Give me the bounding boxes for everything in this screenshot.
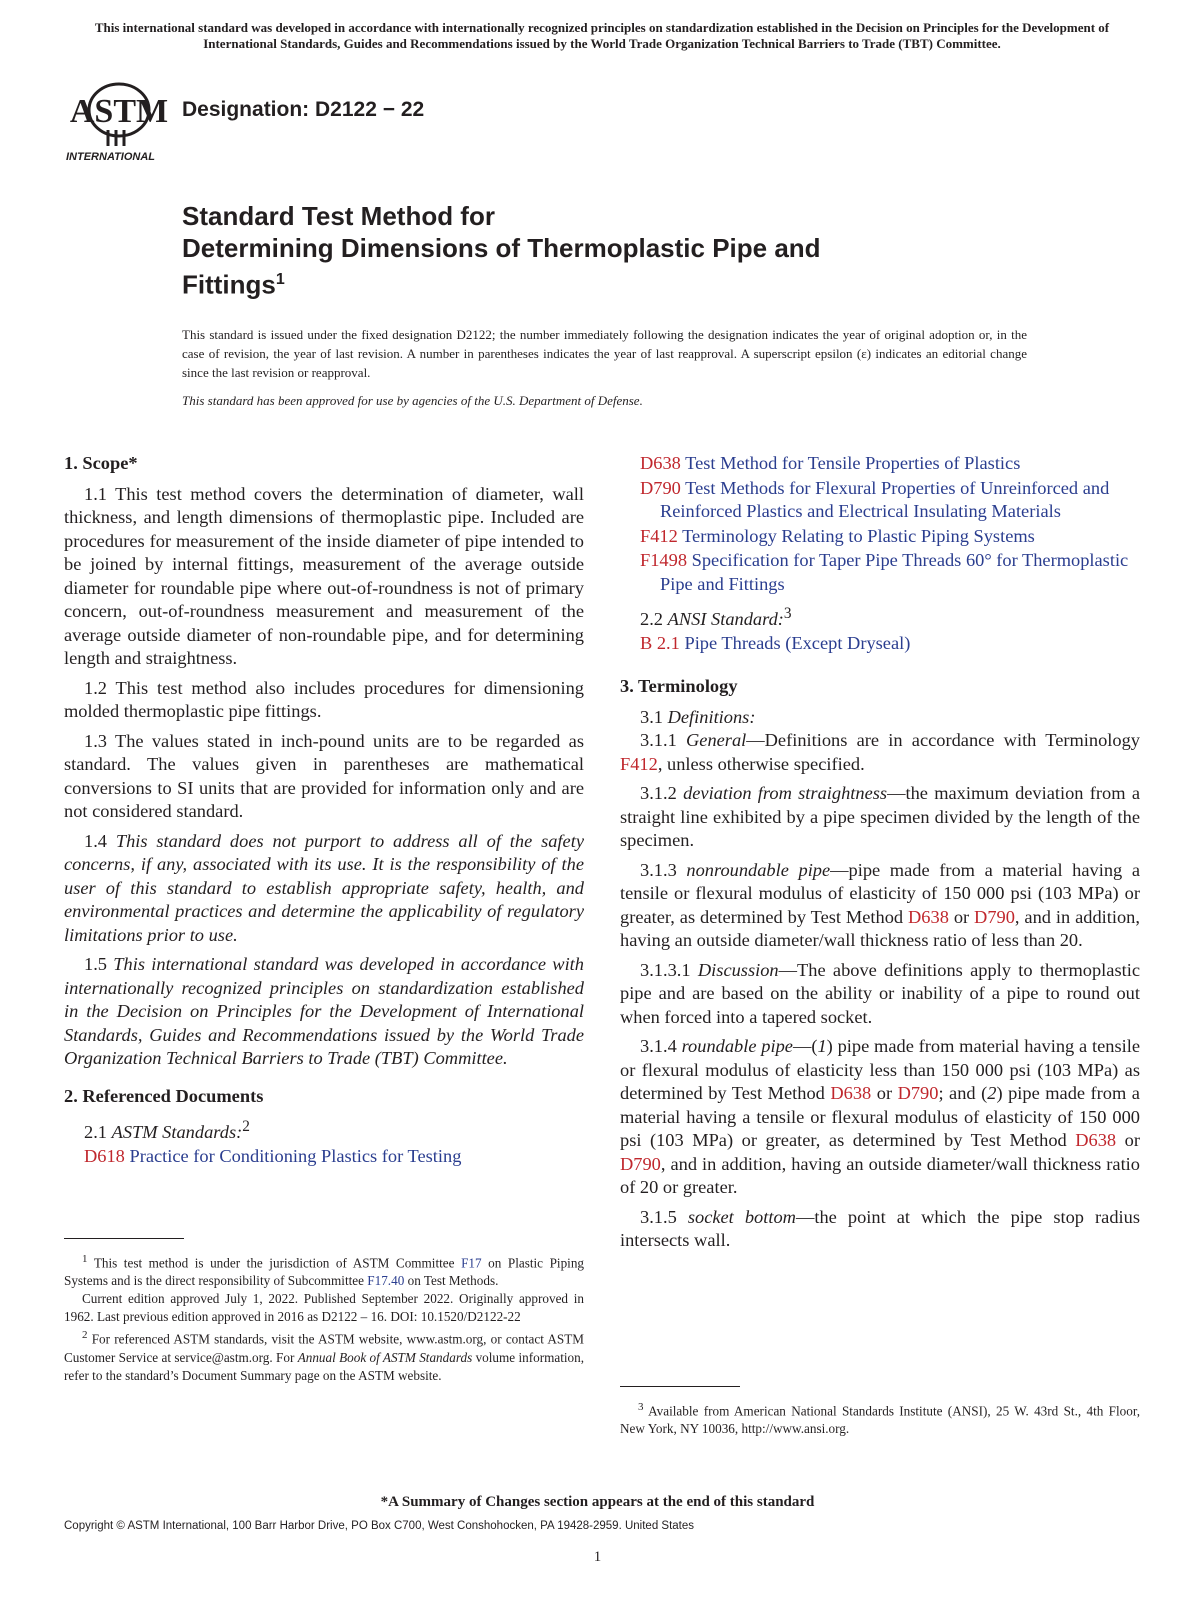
terminology-heading: 3. Terminology <box>620 676 738 697</box>
ref-f412[interactable] <box>640 525 1140 549</box>
para-2-2-sup: 3 <box>783 605 792 622</box>
para-2-1-label: ASTM Standards: <box>111 1122 243 1143</box>
ref-f1498[interactable] <box>640 549 1140 596</box>
para-3-1-4-c: ; and ( <box>938 1083 988 1104</box>
para-3-1-4-a: —( <box>792 1036 818 1057</box>
para-3-1-4-e: , and in addition, having an outside diameter/wall thickness ratio of 20 or greater. <box>620 1153 1140 1198</box>
footnote-3 <box>620 1398 1140 1438</box>
para-3-1 <box>620 706 1140 730</box>
ref-f412-code[interactable]: F412 <box>640 525 678 546</box>
para-3-1-3-1-term: Discussion <box>697 959 779 980</box>
para-3-1-4-d: ) pipe made from a material having a tensile or flexural modulus of elasticity of 150 000 psi (103 MPa) or greater, as determined by Test Method <box>620 1083 1140 1151</box>
para-3-1-num: 3.1 <box>640 706 663 727</box>
ref-d638[interactable] <box>640 452 1140 476</box>
footnote-3-mark: 3 <box>638 1401 644 1413</box>
title-line-3 <box>182 264 1082 301</box>
para-3-1-4-or2: or <box>1124 1130 1140 1151</box>
para-1-5 <box>64 953 584 1071</box>
summary-of-changes: *A Summary of Changes section appears at the end of this standard <box>380 1494 815 1510</box>
ref-d618[interactable] <box>84 1145 584 1169</box>
footnotes-right <box>620 1398 1140 1438</box>
right-column <box>620 452 1140 1259</box>
para-2-1-sup: 2 <box>242 1118 250 1135</box>
para-1-4-num: 1.4 <box>84 830 107 851</box>
logo-international: INTERNATIONAL <box>66 151 156 163</box>
refdocs-heading: 2. Referenced Documents <box>64 1085 264 1106</box>
para-3-1-5-term: socket bottom <box>687 1206 796 1227</box>
link-f412[interactable]: F412 <box>620 753 658 774</box>
para-1-4-text: This standard does not purport to address all of the safety concerns, if any, associated with its use. It is the responsibility of the user of this standard to establish appropriate safety, health, and environmental practices and determine the applicability of regulatory limitations prior to use. <box>64 830 584 945</box>
ref-b21[interactable] <box>640 632 1140 656</box>
ref-d618-code[interactable]: D618 <box>84 1145 125 1166</box>
para-3-1-2-text: —the maximum deviation from a straight line exhibited by a pipe specimen divided by the length of the specimen. <box>620 783 1140 851</box>
para-3-1-4-or1: or <box>876 1083 893 1104</box>
para-3-1-5-text: —the point at which the pipe stop radius intersects wall. <box>620 1206 1140 1251</box>
astm-logo-graphic <box>64 72 174 167</box>
ref-d638-title[interactable]: Test Method for Tensile Properties of Plastics <box>685 453 1021 473</box>
para-2-1 <box>64 1115 584 1145</box>
dod-approval: This standard has been approved for use by agencies of the U.S. Department of Defense. <box>182 393 643 408</box>
footnote-rule-left <box>64 1238 184 1239</box>
para-3-1-2-term: deviation from straightness <box>683 783 888 804</box>
astm-logo <box>64 72 174 167</box>
para-3-1-5 <box>620 1206 1140 1253</box>
para-3-1-3-term: nonroundable pipe <box>686 859 831 880</box>
footnote-2-mark: 2 <box>82 1329 88 1342</box>
para-1-2: 1.2 This test method also includes procedures for dimensioning molded thermoplastic pipe fittings. <box>64 677 584 721</box>
top-notice: This international standard was developed in accordance with internationally recognized principles on standardization established in the Decision on Principles for the Development of International Standards, Guides and Recommendations issued by the World Trade Organization Technical Barriers to Trade (TBT) Committee. <box>94 20 1110 51</box>
footnote-1 <box>64 1250 584 1290</box>
footnote-3-text: Available from American National Standards Institute (ANSI), 25 W. 43rd St., 4th Floor, New York, NY 10036, http://www.ansi.org. <box>620 1403 1140 1437</box>
para-3-1-1 <box>620 729 1140 776</box>
left-column <box>64 452 584 1169</box>
para-1-3: 1.3 The values stated in inch-pound units are to be regarded as standard. The values given in parentheses are mathematical conversions to SI units that are provided for information only and are not considered standard. <box>64 730 584 821</box>
para-3-1-4-n2: 2 <box>987 1083 997 1104</box>
title-footnote-mark: 1 <box>275 271 285 288</box>
page-number: 1 <box>593 1549 602 1565</box>
para-3-1-4-b: ) pipe made from material having a tensile or flexural modulus of elasticity less than 150 000 psi (103 MPa) as determined by Test Method <box>620 1036 1140 1104</box>
para-2-2-num: 2.2 <box>640 609 663 630</box>
para-3-1-3-1-num: 3.1.3.1 <box>640 959 691 980</box>
footnote-1-b: on Plastic Piping Systems and is the direct responsibility of Subcommittee <box>64 1255 585 1289</box>
para-3-1-3 <box>620 859 1140 953</box>
para-3-1-1-text: —Definitions are in accordance with Terminology <box>746 730 1140 751</box>
link-d790[interactable]: D790 <box>620 1153 661 1174</box>
ref-d790-code[interactable]: D790 <box>640 477 681 498</box>
para-3-1-2-num: 3.1.2 <box>640 783 677 804</box>
link-d790[interactable]: D790 <box>974 906 1015 927</box>
ref-d790-title[interactable]: Test Methods for Flexural Properties of Unreinforced and Reinforced Plastics and Electrical Insulating Materials <box>660 477 1110 521</box>
ref-d790[interactable] <box>640 477 1140 524</box>
scope-heading: 1. Scope* <box>64 453 138 473</box>
para-3-1-5-num: 3.1.5 <box>640 1206 677 1227</box>
para-3-1-1-term: General <box>686 730 747 751</box>
ref-f1498-title[interactable]: Specification for Taper Pipe Threads 60° for Thermoplastic Pipe and Fittings <box>660 550 1129 594</box>
footnote-2 <box>64 1326 584 1384</box>
para-1-5-text: This international standard was developed in accordance with internationally recognized principles on standardization established in the Decision on Principles for the Development of International Standards, Guides and Recommendations issued by the World Trade Organization Technical Barriers to Trade (TBT) Committee. <box>64 954 584 1068</box>
para-3-1-3-1-text: —The above definitions apply to thermoplastic pipe and are based on the ability or inability of a pipe to round out when forced into a tapered socket. <box>620 959 1140 1027</box>
link-d638[interactable]: D638 <box>1075 1130 1117 1151</box>
para-1-4 <box>64 830 584 948</box>
para-3-1-2 <box>620 782 1140 853</box>
para-3-1-4-num: 3.1.4 <box>640 1036 677 1057</box>
ref-b21-code[interactable]: B 2.1 <box>640 632 680 653</box>
footnote-2-a: For referenced ASTM standards, visit the ASTM website, www.astm.org, or contact ASTM Customer Service at service@astm.org. For <box>64 1331 584 1365</box>
para-3-1-1-num: 3.1.1 <box>640 730 677 751</box>
ref-d638-code[interactable]: D638 <box>640 453 681 473</box>
para-2-2 <box>620 602 1140 632</box>
link-d790[interactable]: D790 <box>897 1083 939 1104</box>
link-d638[interactable]: D638 <box>830 1083 872 1104</box>
footnote-1-c: on Test Methods. <box>407 1273 499 1289</box>
para-3-1-4-n1: 1 <box>817 1036 827 1057</box>
issued-notice: This standard is issued under the fixed designation D2122; the number immediately following the designation indicates the year of original adoption or, in the case of revision, the year of last revision. A number in parentheses indicates the year of last reapproval. A superscript epsilon (ε) indicates an editorial change since the last revision or reapproval. <box>182 327 1027 380</box>
ref-d618-title[interactable]: Practice for Conditioning Plastics for Testing <box>129 1145 462 1166</box>
para-3-1-4-term: roundable pipe <box>681 1036 793 1057</box>
para-3-1-3-1 <box>620 959 1140 1030</box>
para-1-5-num: 1.5 <box>84 954 107 974</box>
title-line-1: Standard Test Method for <box>182 201 495 231</box>
link-f17-40[interactable]: F17.40 <box>367 1273 405 1289</box>
title-line-3-text: Fittings <box>182 269 276 300</box>
para-3-1-1-tail: , unless otherwise specified. <box>657 753 865 774</box>
para-3-1-3-or: or <box>953 906 970 927</box>
para-2-2-label: ANSI Standard: <box>667 609 784 630</box>
para-3-1-label: Definitions: <box>667 706 756 727</box>
footnote-1-mark: 1 <box>82 1253 88 1265</box>
footnote-1-a: This test method is under the jurisdiction of ASTM Committee <box>93 1255 455 1271</box>
ref-f1498-code[interactable]: F1498 <box>640 550 688 570</box>
ref-b21-title[interactable]: Pipe Threads (Except Dryseal) <box>684 632 911 653</box>
footnote-1-edition: Current edition approved July 1, 2022. Published September 2022. Originally approved in 1962. Last previous edition approved in 2016 as D2122 – 16. DOI: 10.1520/D2122-22 <box>64 1291 584 1325</box>
logo-letters: ASTM <box>69 93 169 130</box>
para-2-1-num: 2.1 <box>84 1122 107 1143</box>
designation: Designation: D2122 − 22 <box>182 98 425 121</box>
para-3-1-3-text: —pipe made from a material having a tensile or flexural modulus of elasticity of 150 000 psi (103 MPa) or greater, as determined by Test Method <box>620 859 1140 927</box>
title-line-2: Determining Dimensions of Thermoplastic Pipe and <box>182 233 821 263</box>
link-d638[interactable]: D638 <box>908 906 949 927</box>
para-3-1-3-num: 3.1.3 <box>640 859 677 880</box>
link-f17[interactable]: F17 <box>461 1255 482 1271</box>
document-title <box>182 200 1082 301</box>
copyright: Copyright © ASTM International, 100 Barr Harbor Drive, PO Box C700, West Conshohocken, PA 19428-2959. United States <box>64 1520 695 1532</box>
para-1-1: 1.1 This test method covers the determination of diameter, wall thickness, and length dimensions of thermoplastic pipe. Included are procedures for measurement of the inside diameter of pipe intended to be joined by internal fittings, measurement of the average outside diameter for roundable pipe where out-of-roundness is not of primary concern, out-of-roundness measurement and measurement of the average outside diameter of non-roundable pipe, and for determining length and straightness. <box>64 483 584 668</box>
footnote-rule-right <box>620 1386 740 1387</box>
footnote-2-italic: Annual Book of ASTM Standards <box>297 1349 473 1365</box>
ref-f412-title[interactable]: Terminology Relating to Plastic Piping Systems <box>682 525 1035 546</box>
footnotes-left <box>64 1250 584 1385</box>
para-3-1-3-tail: , and in addition, having an outside diameter/wall thickness ratio of less than 20. <box>620 906 1140 951</box>
para-3-1-4 <box>620 1035 1140 1200</box>
footnote-2-b: volume information, refer to the standard’s Document Summary page on the ASTM website. <box>64 1349 585 1383</box>
